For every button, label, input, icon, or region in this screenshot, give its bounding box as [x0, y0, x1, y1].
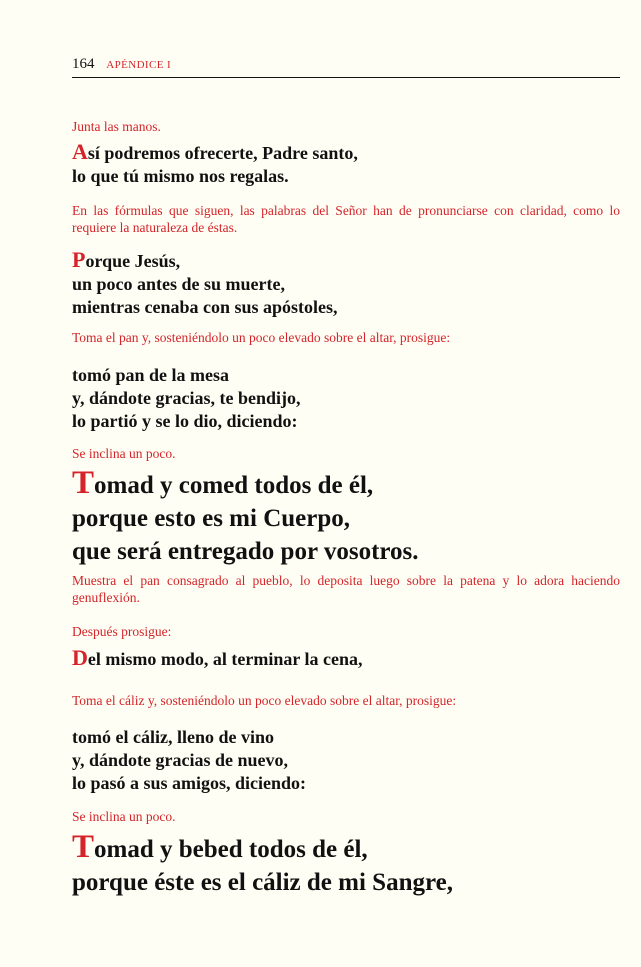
- consecration-wine: Tomad y bebed todos de él, porque éste es el cáliz de mi Sangre,: [72, 829, 453, 896]
- prayer-text-mismo-modo: Del mismo modo, al terminar la cena,: [72, 645, 363, 670]
- rubric-se-inclina-2: Se inclina un poco.: [72, 809, 176, 824]
- red-initial: T: [72, 465, 95, 501]
- rubric-junta-manos: Junta las manos.: [72, 119, 161, 134]
- page-number: 164: [72, 56, 95, 72]
- rubric-despues: Después prosigue:: [72, 624, 172, 639]
- prayer-text-ofrecerte: Así podremos ofrecerte, Padre santo, lo que tú mismo nos regalas.: [72, 139, 358, 186]
- rubric-muestra-pan: Muestra el pan consagrado al pueblo, lo deposita luego sobre la patena y lo adora haciendo genuflexión.: [72, 573, 620, 605]
- red-initial: D: [72, 645, 88, 670]
- rubric-se-inclina: Se inclina un poco.: [72, 446, 176, 461]
- prayer-text-tomo-pan: tomó pan de la mesa y, dándote gracias, te bendijo, lo partió y se lo dio, diciendo:: [72, 365, 301, 431]
- prayer-text-tomo-caliz: tomó el cáliz, lleno de vino y, dándote gracias de nuevo, lo pasó a sus amigos, diciendo:: [72, 727, 307, 793]
- running-header: [72, 56, 620, 78]
- prayer-text-porque-jesus: Porque Jesús, un poco antes de su muerte, mientras cenaba con sus apóstoles,: [72, 247, 338, 317]
- rubric-formulas: En las fórmulas que siguen, las palabras del Señor han de pronunciarse con claridad, como lo requiere la naturaleza de éstas.: [72, 203, 620, 235]
- red-initial: T: [72, 829, 95, 865]
- section-title: APÉNDICE I: [106, 59, 172, 71]
- red-initial: P: [72, 247, 86, 272]
- red-initial: A: [72, 139, 88, 164]
- rubric-toma-caliz: Toma el cáliz y, sosteniéndolo un poco elevado sobre el altar, prosigue:: [72, 693, 457, 708]
- rubric-toma-pan: Toma el pan y, sosteniéndolo un poco elevado sobre el altar, prosigue:: [72, 330, 451, 345]
- consecration-bread: Tomad y comed todos de él, porque esto es mi Cuerpo, que será entregado por vosotros.: [72, 465, 419, 565]
